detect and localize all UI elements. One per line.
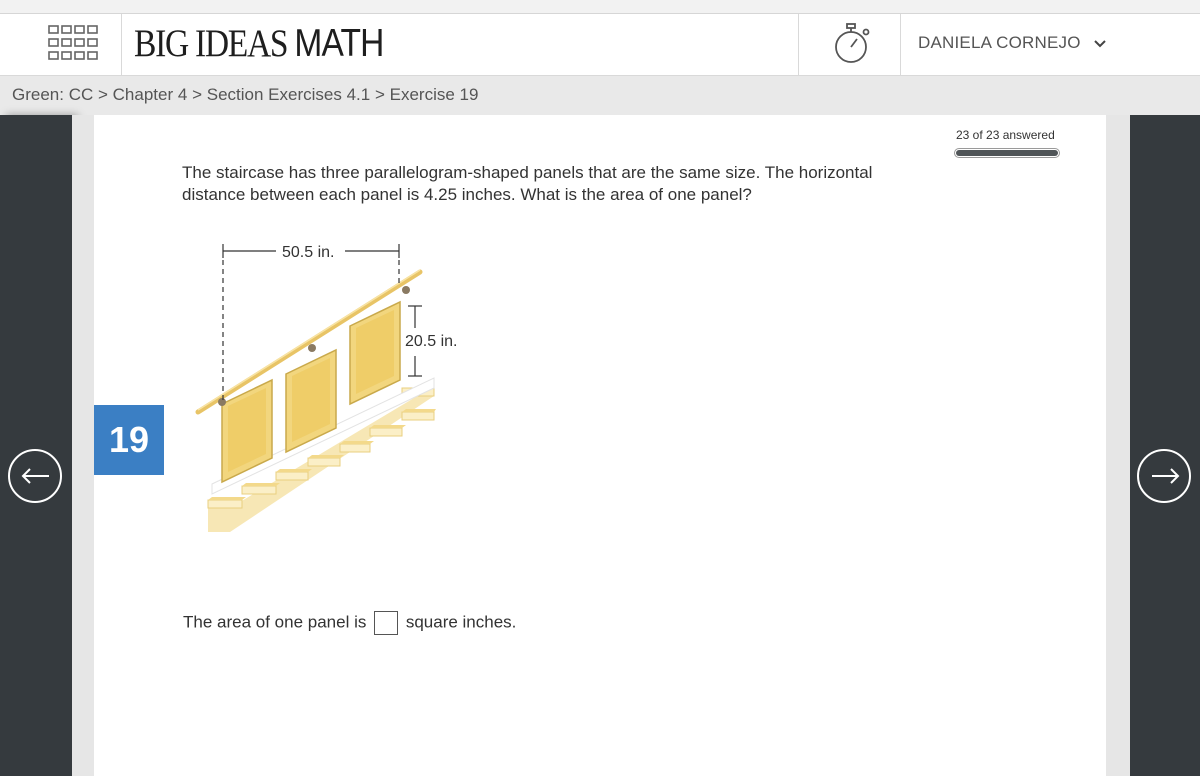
user-menu[interactable] [918,33,1106,53]
breadcrumb-item-exercise: Exercise 19 [389,85,479,104]
big-ideas-math-logo: BIG IDEAS MATH [134,22,384,65]
arrow-left-icon [21,465,51,487]
breadcrumb-separator: > [97,85,108,104]
answer-prefix: The area of one panel is [183,612,367,632]
arrow-right-icon [1150,465,1180,487]
progress-bar-fill [956,150,1058,156]
breadcrumb-separator: > [192,85,202,104]
breadcrumb-item-section[interactable]: Section Exercises 4.1 [206,85,371,104]
staircase-figure [190,236,480,536]
question-text: The staircase has three parallelogram-shaped panels that are the same size. The horizontal distance between each panel is 4.25 inches. What is the area of one panel? [182,163,873,204]
breadcrumb-item-chapter[interactable]: Chapter 4 [112,85,188,104]
timer-button[interactable] [798,14,901,75]
right-nav-rail [1130,115,1200,776]
progress-label: 23 of 23 answered [956,128,1055,142]
apps-menu-button[interactable] [0,14,122,75]
right-gutter [1106,115,1130,776]
answer-input[interactable] [374,611,398,635]
width-label: 50.5 in. [282,244,335,261]
left-nav-rail [0,115,72,776]
answer-suffix: square inches. [405,612,517,632]
exercise-number-badge: 19 [94,405,164,475]
progress-bar [954,148,1060,158]
user-name: DANIELA CORNEJO [918,33,1081,52]
grid-icon [48,25,102,63]
breadcrumb-bar [0,76,1200,115]
next-exercise-button[interactable] [1137,449,1191,503]
parallelogram-panels [222,302,400,482]
breadcrumb [12,85,478,105]
app-header [0,14,1200,76]
height-label: 20.5 in. [405,333,458,350]
stopwatch-icon [833,22,873,66]
breadcrumb-separator: > [374,85,385,104]
answer-sentence [183,611,516,635]
left-gutter [72,115,94,776]
breadcrumb-item-book[interactable]: Green: CC [12,85,94,104]
previous-exercise-button[interactable] [8,449,62,503]
chevron-down-icon [1094,40,1106,48]
browser-top-strip [0,0,1200,14]
